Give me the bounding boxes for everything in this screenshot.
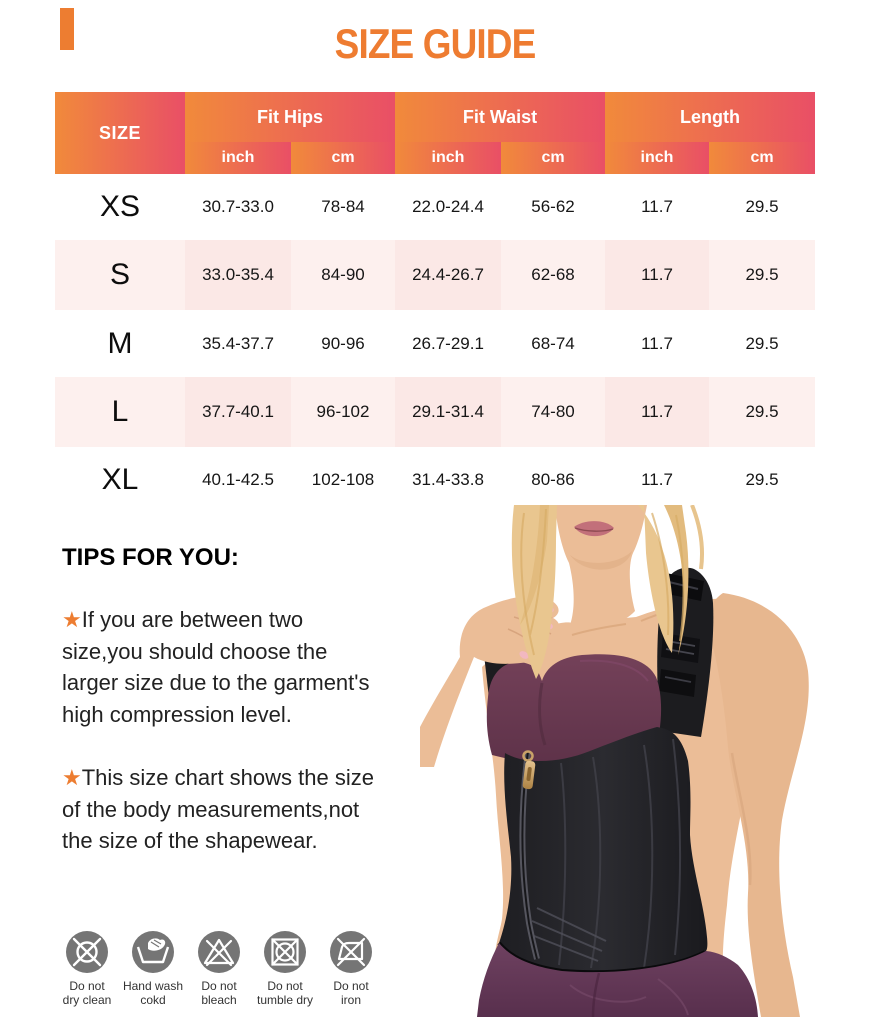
table-cell: 31.4-33.8 — [412, 470, 484, 489]
table-cell: 90-96 — [321, 333, 365, 353]
table-cell: 33.0-35.4 — [185, 240, 291, 310]
table-cell: 68-74 — [531, 333, 575, 353]
column-header-size: SIZE — [55, 92, 185, 174]
table-cell: 29.5 — [709, 377, 815, 447]
table-cell: 80-86 — [531, 470, 575, 489]
tip-item — [62, 604, 462, 730]
table-cell: 37.7-40.1 — [185, 377, 291, 447]
unit-header: inch — [395, 142, 501, 174]
table-cell-size: L — [55, 377, 185, 447]
tip-line: larger size due to the garment's — [62, 670, 370, 695]
care-label: Do not dry clean — [62, 979, 112, 1007]
tip-item — [62, 762, 462, 857]
table-cell: 74-80 — [501, 377, 605, 447]
do-not-iron-icon — [329, 930, 373, 974]
size-table — [55, 92, 815, 513]
do-not-tumble-dry-icon — [263, 930, 307, 974]
care-label: Hand wash cokd — [122, 979, 184, 1007]
table-cell: 56-62 — [531, 197, 575, 216]
care-instructions-row — [54, 930, 384, 1007]
table-cell: 11.7 — [641, 333, 673, 353]
care-label: Do not iron — [333, 979, 369, 1007]
table-cell: 96-102 — [291, 377, 395, 447]
tip-line: high compression level. — [62, 701, 292, 727]
unit-header: cm — [501, 142, 605, 174]
tips-heading: TIPS FOR YOU: — [62, 544, 239, 571]
do-not-dry-clean-icon — [65, 930, 109, 974]
column-group-length: Length — [605, 92, 815, 142]
table-cell: 84-90 — [291, 240, 395, 310]
table-cell: 62-68 — [501, 240, 605, 310]
unit-header: cm — [709, 142, 815, 174]
table-cell: 22.0-24.4 — [412, 197, 484, 216]
table-cell: 29.5 — [745, 197, 779, 216]
table-cell-size: S — [55, 240, 185, 310]
table-cell: 24.4-26.7 — [395, 240, 501, 310]
unit-header: inch — [605, 142, 709, 174]
table-cell: 78-84 — [321, 197, 365, 216]
table-cell-size: M — [107, 326, 133, 360]
page-title: SIZE GUIDE — [334, 20, 536, 67]
tip-line: This size chart shows the size — [81, 765, 374, 790]
table-cell: 11.7 — [641, 197, 673, 216]
care-label: Do not tumble dry — [256, 979, 314, 1007]
tip-line: of the body measurements,not — [62, 796, 360, 822]
unit-header: inch — [185, 142, 291, 174]
table-cell-size: XS — [99, 190, 141, 223]
table-cell: 26.7-29.1 — [412, 333, 484, 353]
table-cell: 11.7 — [605, 240, 709, 310]
care-label: Do not bleach — [201, 979, 237, 1007]
waist-trainer-vest — [499, 727, 707, 972]
column-group-fit-waist: Fit Waist — [395, 92, 605, 142]
table-cell-size: XL — [101, 463, 139, 496]
table-cell: 29.5 — [745, 333, 779, 353]
page-title-wrap — [0, 20, 870, 68]
table-cell: 40.1-42.5 — [202, 470, 274, 489]
care-item — [54, 930, 120, 1007]
care-item — [318, 930, 384, 1007]
table-cell: 30.7-33.0 — [202, 197, 274, 216]
table-cell: 29.5 — [709, 240, 815, 310]
table-cell: 102-108 — [311, 470, 375, 489]
tip-line: the size of the shapewear. — [62, 828, 318, 853]
care-item — [252, 930, 318, 1007]
unit-header: cm — [291, 142, 395, 174]
tip-line: size,you should choose the — [62, 638, 328, 664]
table-cell: 11.7 — [605, 377, 709, 447]
table-cell: 29.1-31.4 — [395, 377, 501, 447]
table-cell: 11.7 — [641, 470, 673, 489]
star-bullet-icon: ★ — [62, 765, 82, 790]
do-not-bleach-icon — [197, 930, 241, 974]
star-bullet-icon: ★ — [62, 607, 82, 632]
column-group-fit-hips: Fit Hips — [185, 92, 395, 142]
table-cell: 29.5 — [745, 470, 779, 489]
hand-wash-icon — [131, 930, 175, 974]
table-cell: 35.4-37.7 — [202, 333, 274, 353]
model-photo — [420, 505, 870, 1017]
care-item — [186, 930, 252, 1007]
tip-line: If you are between two — [81, 607, 304, 632]
care-item — [120, 930, 186, 1007]
